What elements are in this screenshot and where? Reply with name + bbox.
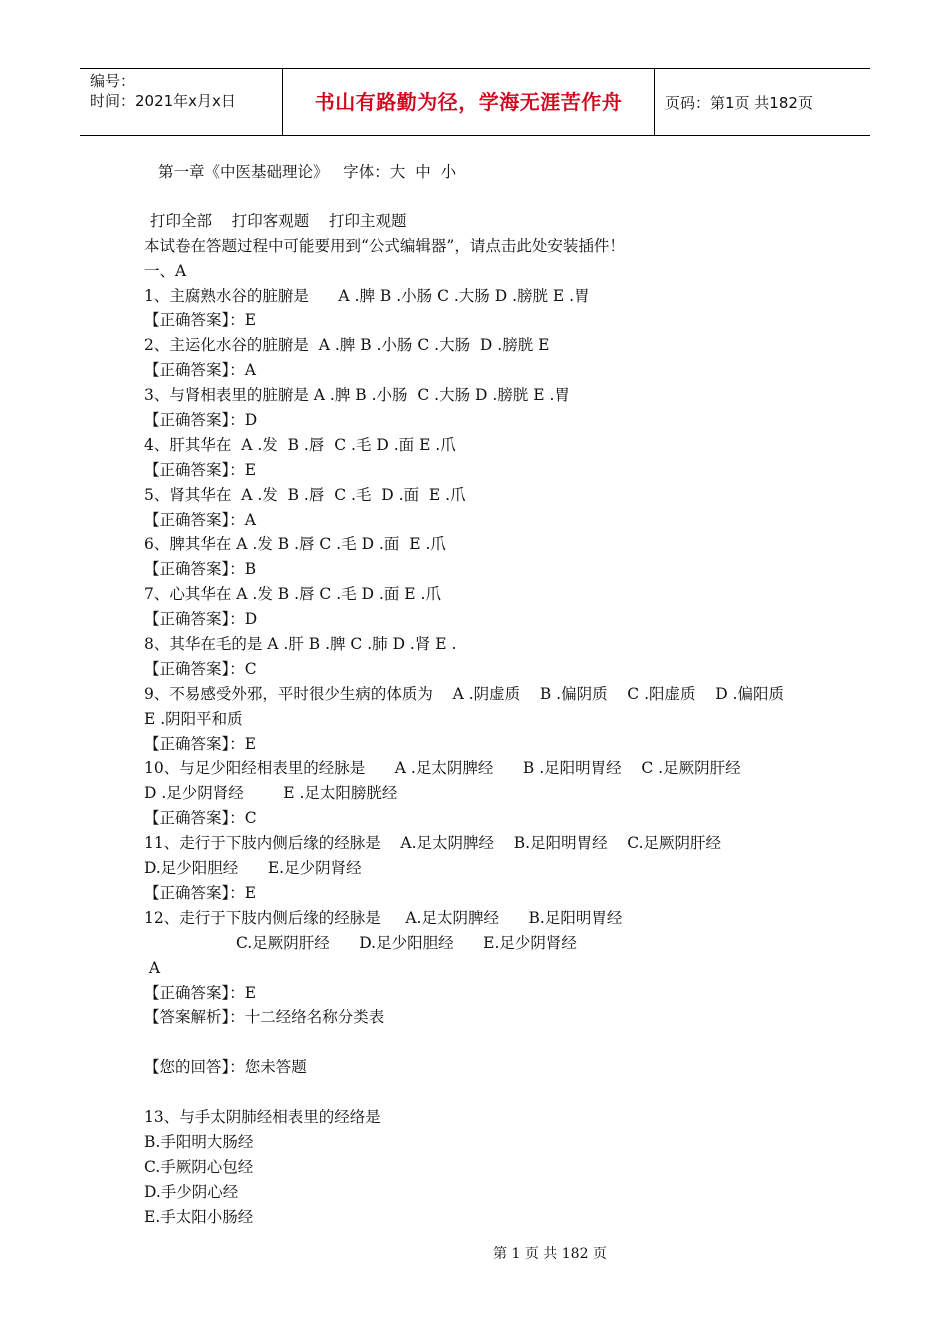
header-motto-cell (282, 69, 655, 135)
answer-7: 【正确答案】：D (144, 610, 258, 629)
answer-4: 【正确答案】：E (144, 460, 257, 479)
chapter-title-line (144, 160, 844, 185)
print-subjective-link[interactable]: 打印主观题 (328, 211, 407, 230)
answer-10: 【正确答案】：C (144, 809, 257, 828)
question-3: 3、与肾相表里的脏腑是 A .脾 B .小肠 C .大肠 D .膀胱 E .胃 (144, 386, 570, 405)
answer-2: 【正确答案】：A (144, 361, 256, 380)
answer-5: 【正确答案】：A (144, 510, 256, 529)
question-9-line-2: E .阴阳平和质 (144, 709, 243, 728)
page-info-text: 页码：第1页 共182页 (665, 93, 813, 112)
answer-6: 【正确答案】：B (144, 560, 257, 579)
question-10-line-2: D .足少阴肾经 E .足太阳膀胱经 (144, 784, 398, 803)
print-all-link[interactable]: 打印全部 (150, 211, 213, 230)
spacer (144, 1030, 844, 1055)
question-12-line-3: A (144, 958, 161, 977)
question-2: 2、主运化水谷的脏腑是 A .脾 B .小肠 C .大肠 D .膀胱 E (144, 336, 550, 355)
question-4: 4、肝其华在 A .发 B .唇 C .毛 D .面 E .爪 (144, 435, 456, 454)
question-5: 5、肾其华在 A .发 B .唇 C .毛 D .面 E .爪 (144, 485, 466, 504)
page-footer: 第 1 页 共 182 页 (493, 1246, 607, 1262)
doc-number-label: 编号： (90, 72, 136, 90)
question-11-line-1: 11、走行于下肢内侧后缘的经脉是 A.足太阴脾经 B.足阳明胃经 C.足厥阴肝经 (144, 834, 722, 853)
chapter-title: 第一章《中医基础理论》 (158, 163, 329, 181)
print-options (144, 209, 844, 234)
document-header (80, 68, 870, 136)
question-12-line-1: 12、走行于下肢内侧后缘的经脉是 A.足太阴脾经 B.足阳明胃经 (144, 908, 623, 927)
font-medium-link[interactable]: 中 (415, 163, 431, 181)
option-13-d: D.手少阴心经 (144, 1182, 239, 1201)
your-answer-12: 【您的回答】：您未答题 (144, 1058, 307, 1077)
font-small-link[interactable]: 小 (440, 163, 457, 181)
question-7: 7、心其华在 A .发 B .唇 C .毛 D .面 E .爪 (144, 585, 441, 604)
exam-content (144, 160, 844, 1229)
section-heading: 一、A (144, 261, 187, 280)
option-13-b: B.手阳明大肠经 (144, 1132, 254, 1151)
answer-8: 【正确答案】：C (144, 659, 257, 678)
plugin-notice[interactable]: 本试卷在答题过程中可能要用到“公式编辑器”，请点击此处安装插件！ (144, 236, 625, 255)
question-8: 8、其华在毛的是 A .肝 B .脾 C .肺 D .肾 E . (144, 635, 457, 654)
question-10-line-1: 10、与足少阳经相表里的经脉是 A .足太阴脾经 B .足阳明胃经 C .足厥阴肝经 (144, 759, 741, 778)
answer-12: 【正确答案】：E (144, 983, 257, 1002)
analysis-12: 【答案解析】：十二经络名称分类表 (144, 1008, 385, 1027)
motto-text: 书山有路勤为径，学海无涯苦作舟 (314, 89, 623, 114)
answer-3: 【正确答案】：D (144, 411, 258, 430)
question-1: 1、主腐熟水谷的脏腑是 A .脾 B .小肠 C .大肠 D .膀胱 E .胃 (144, 286, 590, 305)
question-11-line-2: D.足少阳胆经 E.足少阴肾经 (144, 859, 362, 878)
answer-1: 【正确答案】：E (144, 311, 257, 330)
question-6: 6、脾其华在 A .发 B .唇 C .毛 D .面 E .爪 (144, 535, 446, 554)
print-objective-link[interactable]: 打印客观题 (231, 211, 310, 230)
option-13-e: E.手太阳小肠经 (144, 1207, 254, 1226)
header-meta (80, 69, 282, 135)
font-size-label: 字体： (343, 163, 390, 181)
answer-9: 【正确答案】：E (144, 734, 257, 753)
question-13: 13、与手太阴肺经相表里的经络是 (144, 1107, 381, 1126)
question-9-line-1: 9、不易感受外邪，平时很少生病的体质为 A .阴虚质 B .偏阴质 C .阳虚质 D .偏阳质 (144, 684, 784, 703)
spacer (144, 1080, 844, 1105)
header-page-info (655, 69, 870, 135)
answer-11: 【正确答案】：E (144, 883, 257, 902)
date-label: 时间：2021年x月x日 (90, 92, 236, 110)
question-12-line-2: C.足厥阴肝经 D.足少阳胆经 E.足少阴肾经 (236, 933, 577, 952)
font-large-link[interactable]: 大 (389, 163, 406, 181)
option-13-c: C.手厥阴心包经 (144, 1157, 254, 1176)
